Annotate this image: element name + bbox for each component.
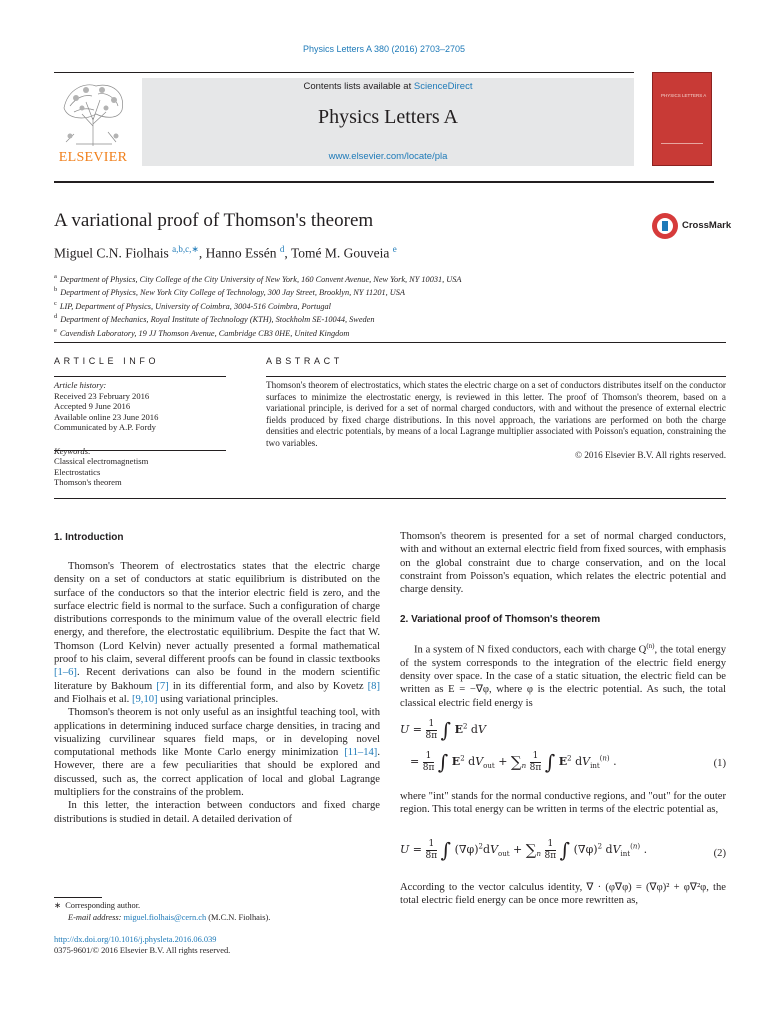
abstract-heading: ABSTRACT [266,356,343,366]
abstract-bottom-rule [54,498,726,499]
paragraph: In a system of N fixed conductors, each with charge $Q^{(n)}$, the total energy of the system corresponds to the integration of the electric field energy density over space. In the case of a static situation, the electric field can be written as E = −∇φ, where φ is the electric potential. As such, the total classical electric field energy is [400,642,726,709]
cover-title: PHYSICS LETTERS A [661,93,707,98]
section-2-body [400,881,726,908]
doi-block [54,934,384,956]
sciencedirect-link[interactable]: ScienceDirect [413,81,473,92]
citation-link[interactable]: [9,10] [131,693,158,705]
affiliation-text: Department of Physics, New York City College of Technology, 300 Jay Street, Brooklyn, NY 11201, USA [60,288,405,298]
crossmark-icon [652,213,678,239]
history-item: Received 23 February 2016 [54,390,150,401]
paragraph: Thomson's theorem is presented for a set of normal charged conductors, with and without an external electric field from fixed sources, with emphasis on the global constraint due to charge conservation, and on the local constraint from Poisson's equation, which relates the electric potential and charge density. [400,531,726,596]
author-affiliation-link[interactable]: d [279,244,285,254]
author-name: Tomé M. Gouveia [290,245,390,261]
affiliation-label: c [54,299,57,307]
issn-line: 0375-9601/© 2016 Elsevier B.V. All rights reserved. [54,946,231,955]
author-separator: , [284,245,291,261]
abstract-body [266,380,726,461]
paragraph: Thomson's Theorem of electrostatics states that the electric charge density on a set of conductors at static equilibrium is distributed on the surface of the conductors so that the interior electric field is zero, and the surface electric field is normal to the surface. Such a configuration of charge distributions corresponds to the minimum value of the overall electric field energy, and therefore, the electrostatic equilibrium. Despite the fact that W. Thomson (Lord Kelvin) never actually presented a formal mathematical proof to his claim, several different proofs can be found in classic textbooks [1–6]. Recent derivations can also be found in the modern scientific literature by Bakhoum [7] in its differential form, and also by Kovetz [8] and Fiolhais et al. [9,10] using variational principles. [54,561,380,705]
affiliation-item [54,326,714,339]
author-affiliation-link[interactable]: e [392,244,397,254]
affiliation-label: b [54,286,58,294]
paragraph: In this letter, the interaction between conductors and fixed charge distributions is studied in detail. A detailed derivation of [54,800,380,825]
section-divider [54,342,726,343]
footnote-rule [54,897,102,898]
contents-prefix: Contents lists available at [303,81,414,92]
author-affiliation-link[interactable]: a,b,c,∗ [172,244,199,254]
affiliation-item [54,312,714,325]
abstract-copyright: © 2016 Elsevier B.V. All rights reserved. [575,449,726,460]
elsevier-logo [54,78,132,168]
affiliation-text: Cavendish Laboratory, 19 JJ Thomson Avenue, Cambridge CB3 0HE, United Kingdom [59,328,350,338]
keyword-item: Thomson's theorem [54,477,122,487]
affiliation-label: a [54,273,57,280]
journal-banner [142,78,634,166]
header-divider [54,181,714,183]
author-list [54,244,397,262]
header-rule [54,72,634,73]
journal-cover-thumbnail[interactable] [652,72,712,166]
journal-title: Physics Letters A [318,106,458,128]
article-info [54,380,229,488]
section-2-body [400,790,726,817]
cover-decoration [661,143,703,144]
affiliation-item [54,272,714,285]
section-2-body [400,640,726,710]
journal-homepage-link[interactable]: www.elsevier.com/locate/pla [328,151,448,162]
equation-2: U = $\frac{1}{8\pi}$ ∫ $(\nabla\varphi)^2dV_{out} + \sum_n$ $\frac{1}{8\pi}$ ∫ $(\nabla\varphi)^2$ $dV_{int}^{(n)}$ . (2) [400,838,726,862]
author-separator: , [198,245,206,261]
keywords-rule [54,450,226,451]
corresponding-author-note: ∗ Corresponding author. [54,901,141,910]
equation-number: (2) [713,848,726,859]
elsevier-tree-icon [56,78,130,148]
author-name: Hanno Essén [205,245,277,261]
history-item: Available online 23 June 2016 [54,411,159,422]
article-info-rule [54,376,226,377]
article-title: A variational proof of Thomson's theorem [54,210,374,231]
author-name: Miguel C.N. Fiolhais [54,245,169,261]
keyword-item: Electrostatics [54,466,101,477]
affiliation-item [54,299,714,312]
citation-link[interactable]: [11–14] [344,747,378,759]
citation-link[interactable]: [8] [367,680,380,692]
affiliation-text: Department of Physics, City College of the City University of New York, 160 Convent Avenue, New York, NY 10031, USA [59,274,462,284]
affiliation-label: d [54,313,58,321]
keyword-item: Classical electromagnetism [54,456,149,466]
crossmark-button[interactable] [652,213,742,243]
crossmark-label: CrossMark [682,220,732,231]
contents-line [142,81,634,92]
email-note: E-mail address: miguel.fiolhais@cern.ch (M.C.N. Fiolhais). [68,912,271,922]
introduction-body [54,560,380,826]
paragraph: According to the vector calculus identity, ∇ · (φ∇φ) = (∇φ)² + φ∇²φ, the total electric field energy can be once more rewritten as, [400,882,726,907]
footnote [54,900,384,923]
citation-link[interactable]: [7] [156,680,169,692]
abstract-rule [266,376,726,377]
elsevier-wordmark: ELSEVIER [58,150,128,165]
journal-reference[interactable]: Physics Letters A 380 (2016) 2703–2705 [302,44,466,54]
affiliation-item [54,285,714,298]
history-item: Communicated by A.P. Fordy [54,422,156,432]
paragraph: where "int" stands for the normal conductive regions, and "out" for the outer region. This total energy can be written in terms of the electric potential as, [400,791,726,816]
history-label: Article history: [54,380,107,390]
email-link[interactable]: miguel.fiolhais@cern.ch [123,912,207,922]
affiliation-text: LIP, Department of Physics, University of Coimbra, 3004-516 Coimbra, Portugal [59,301,331,311]
citation-link[interactable]: [1–6] [54,667,77,679]
equation-number: (1) [713,758,726,769]
article-info-heading: ARTICLE INFO [54,356,160,366]
section-2-heading: 2. Variational proof of Thomson's theorem [400,614,601,625]
affiliation-label: e [54,326,57,334]
doi-link[interactable]: http://dx.doi.org/10.1016/j.physleta.2016.06.039 [54,935,217,944]
affiliation-text: Department of Mechanics, Royal Institute of Technology (KTH), Stockholm SE-10044, Sweden [60,315,375,325]
section-1-heading: 1. Introduction [54,532,124,543]
paragraph: Thomson's theorem is not only useful as an insightful teaching tool, with applications in determining induced surface charge densities, in tracing and visualizing curvilinear squares field maps, or in developing novel computational methods like Monte Carlo energy minimization [11–14]. However, there are a few peculiarities that should be explored and discussed, such as, the correct application of local and global Lagrange multipliers for the constrains of the problem. [54,707,380,799]
history-item: Accepted 9 June 2016 [54,401,131,411]
abstract-text: Thomson's theorem of electrostatics, which states the electric charge on a set of conductors distributes itself on the conductor surfaces to minimize the electrostatic energy, is reviewed in this letter. The proof of Thomson's theorem, based on a variational principle, is derived for a set of normal charged conductors, with and without the presence of external electric fields produced by fixed charge distributions. In this novel approach, the variations are performed on both the charge densities and electric potentials, by means of a local Lagrange multiplier associated with Poisson's equation, constraining the two variables. [266,380,726,448]
equation-1: U = $\frac{1}{8\pi}$ ∫ $E^2$ dV = $\frac{1}{8\pi}$ ∫ $E^2$ $dV_{out} + \sum_n$ $\frac{1}{8\pi}$ ∫ $E^2$ $dV_{int}^{(n)}$ . (1) [400,718,726,774]
right-column-body [400,530,726,596]
affiliations [54,272,714,339]
